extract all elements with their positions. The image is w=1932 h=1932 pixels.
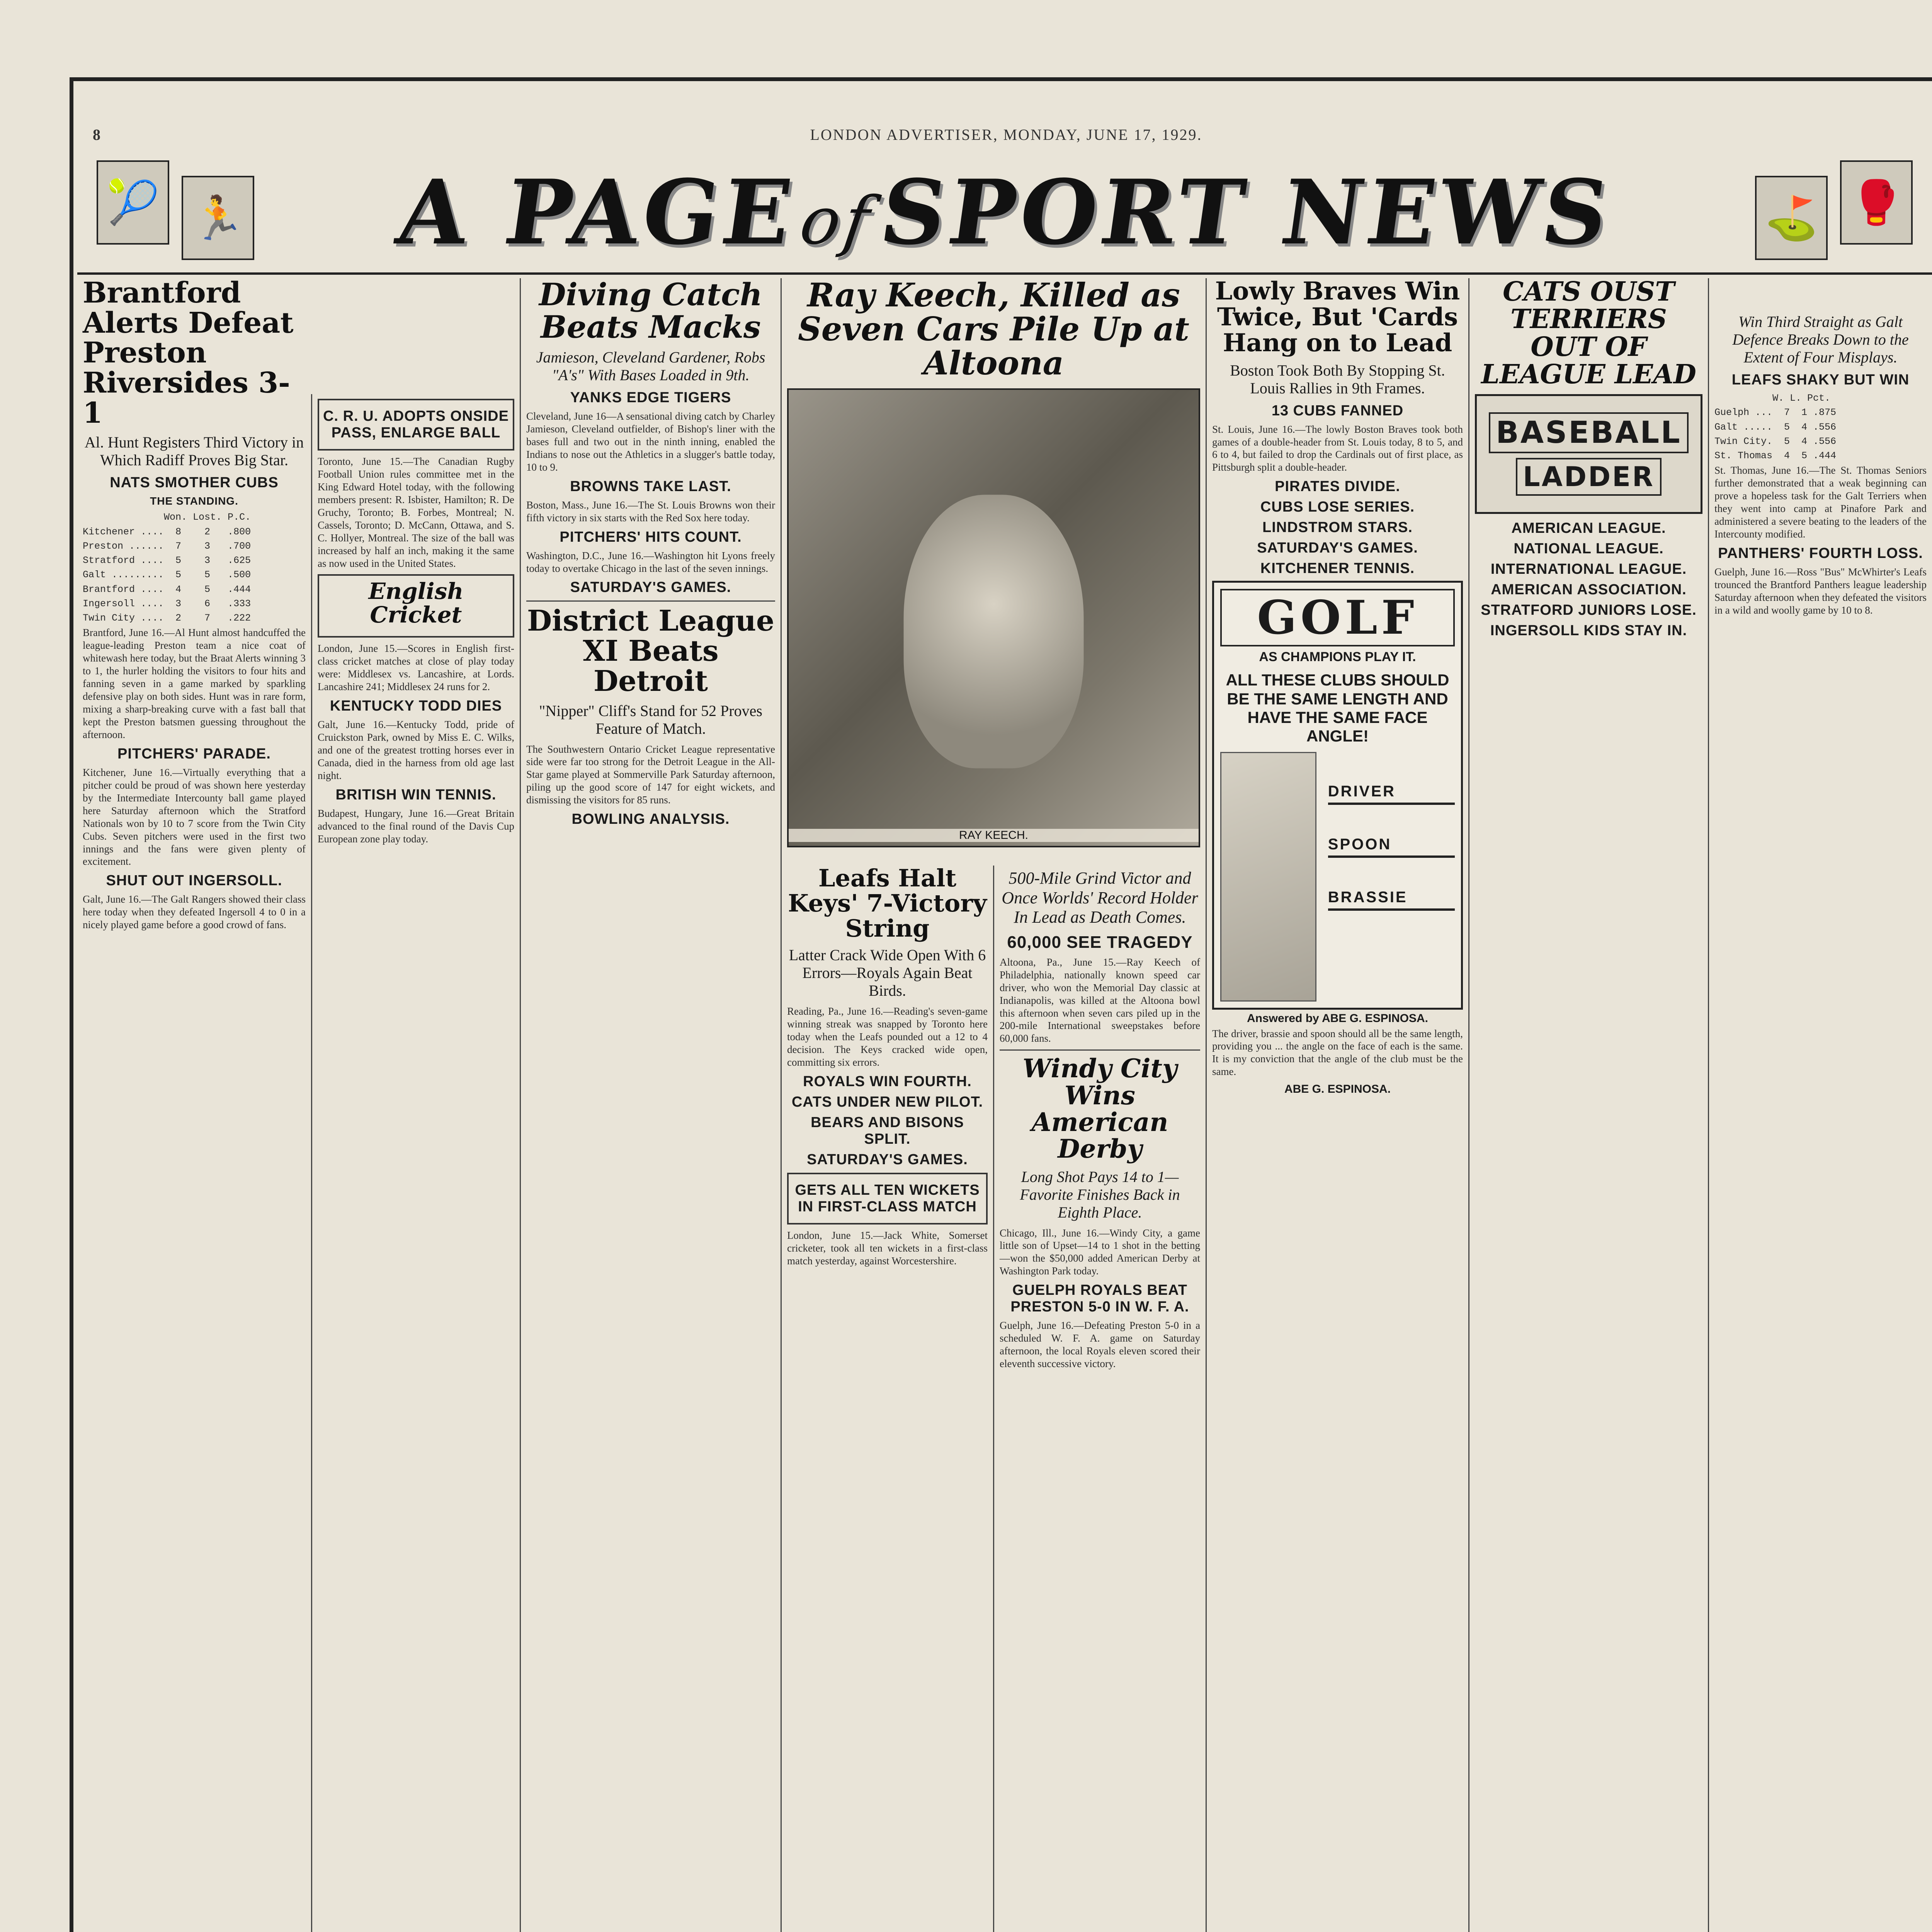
page-number: 8 — [93, 126, 102, 143]
standing-row: Preston ...... 7 3 .700 — [83, 540, 251, 552]
golf-story: The driver, brassie and spoon should all be the same length, providing you ... the angle on the face of each is the same. It is my conviction that the angle of the club must be the same. — [1212, 1027, 1463, 1078]
club-label-spoon: SPOON — [1328, 836, 1455, 858]
lindstrom-subhead: LINDSTROM STARS. — [1262, 519, 1413, 536]
saturday-games-subhead: SATURDAY'S GAMES. — [570, 579, 731, 596]
leafs-halt-deck: Latter Crack Wide Open With 6 Errors—Royals Again Beat Birds. — [789, 946, 986, 1000]
leafs-halt-headline: Leafs Halt Keys' 7-Victory String — [788, 866, 987, 943]
stratford-juniors-subhead: STRATFORD JUNIORS LOSE. — [1481, 602, 1697, 618]
cats-oust-deck: Win Third Straight as Galt Defence Breaks Down to the Extent of Four Misplays. — [1732, 313, 1909, 366]
ladder-word-ladder: LADDER — [1516, 458, 1662, 496]
column-7 — [1468, 278, 1708, 1932]
pitchers-hits-story: Washington, D.C., June 16.—Washington hit Lyons freely today to overtake Chicago in the last of the seven innings. — [526, 549, 775, 574]
photo-caption: RAY KEECH. — [789, 829, 1199, 842]
club-label-brassie: BRASSIE — [1328, 889, 1455, 911]
column-1 — [77, 278, 311, 1932]
col8-standing-header: W. L. Pct. — [1714, 393, 1831, 404]
pitchers-hits-subhead: PITCHERS' HITS COUNT. — [560, 529, 742, 545]
golf-signature: ABE G. ESPINOSA. — [1284, 1083, 1391, 1096]
diving-catch-headline: Diving Catch Beats Macks — [539, 278, 762, 345]
english-cricket-box — [318, 574, 514, 638]
pitchers-parade-story: Kitchener, June 16.—Virtually everything that a pitcher could be proud of was shown here yesterday by the Intermediate Intercounty ball game played here Saturday afternoon which the Stratford Nationals won by 10 to 7 score from the Twin City Cubs. Seven pitchers were used in the first two innings and the fans were given plenty of excitement. — [83, 766, 306, 867]
column-2 — [311, 394, 520, 1932]
cru-headline: C. R. U. ADOPTS ONSIDE PASS, ENLARGE BALL — [323, 408, 509, 441]
golf-title: GOLF — [1220, 589, 1455, 646]
american-association-subhead: AMERICAN ASSOCIATION. — [1491, 581, 1687, 598]
standing-row: Kitchener .... 8 2 .800 — [83, 526, 251, 537]
panthers-loss-story: Guelph, June 16.—Ross "Bus" McWhirter's Leafs trounced the Brantford Panthers league leadership Saturday afternoon when they defeated the visitors in a wild and woolly game by 10 to 8. — [1714, 566, 1927, 616]
browns-story: Boston, Mass., June 16.—The St. Louis Browns won their fifth victory in six starts with the Red Sox here today. — [526, 499, 775, 524]
windy-city-story: Chicago, Ill., June 16.—Windy City, a game little son of Upset—14 to 1 shot in the betting—won the $50,000 added American Derby at Washington Park today. — [1000, 1227, 1200, 1277]
ray-keech-photo — [787, 388, 1200, 847]
shut-out-story: Galt, June 16.—The Galt Rangers showed their class here today when they defeated Ingersoll 4 to 0 in a nicely played game before a good crowd of fans. — [83, 893, 306, 931]
column-3 — [520, 278, 781, 1932]
column-8 — [1708, 278, 1932, 1932]
guelph-royals-story: Guelph, June 16.—Defeating Preston 5-0 in a scheduled W. F. A. game on Saturday afternoon, the local Royals eleven scored their eleventh successive victory. — [1000, 1320, 1200, 1370]
cats-oust-story: St. Thomas, June 16.—The St. Thomas Seniors further demonstrated that a weak beginning can prove a hopeless task for the Galt Terriers when they went into camp at Pinafore Park and administered a severe beating to the leaders of the Intercounty modified. — [1714, 464, 1927, 540]
shut-out-subhead: SHUT OUT INGERSOLL. — [106, 872, 282, 889]
international-league-subhead: INTERNATIONAL LEAGUE. — [1490, 561, 1687, 577]
golf-claim: ALL THESE CLUBS SHOULD BE THE SAME LENGTH AND HAVE THE SAME FACE ANGLE! — [1226, 671, 1449, 745]
standing-row: Brantford .... 4 5 .444 — [83, 583, 251, 595]
standing-row: Guelph ... 7 1 .875 — [1714, 407, 1837, 418]
nats-subhead: NATS SMOTHER CUBS — [110, 474, 279, 491]
cubs-fanned-subhead: 13 CUBS FANNED — [1271, 402, 1404, 419]
crowd-count: 60,000 — [1007, 932, 1061, 952]
pitchers-parade-subhead: PITCHERS' PARADE. — [117, 745, 271, 762]
standing-row: Twin City .... 2 7 .222 — [83, 612, 251, 624]
masthead — [77, 153, 1932, 272]
english-cricket-headline: English Cricket — [368, 578, 464, 628]
divider — [526, 600, 775, 602]
keech-headline: Ray Keech, Killed as Seven Cars Pile Up at Altoona — [798, 278, 1189, 383]
british-tennis-story: Budapest, Hungary, June 16.—Great Britain advanced to the final round of the Davis Cup European zone play today. — [318, 807, 514, 845]
kitchener-tennis-subhead: KITCHENER TENNIS. — [1260, 560, 1415, 577]
browns-subhead: BROWNS TAKE LAST. — [570, 478, 731, 495]
baseball-ladder-graphic — [1475, 394, 1702, 514]
see-tragedy: SEE TRAGEDY — [1066, 932, 1193, 952]
standing-row: Galt ......... 5 5 .500 — [83, 569, 251, 581]
leafs-shaky-subhead: LEAFS SHAKY BUT WIN — [1731, 372, 1910, 388]
club-label-driver: DRIVER — [1328, 783, 1455, 805]
golf-tagline: AS CHAMPIONS PLAY IT. — [1259, 650, 1416, 665]
column-6 — [1206, 278, 1468, 1932]
paper-date-line: LONDON ADVERTISER, MONDAY, JUNE 17, 1929. — [810, 126, 1202, 143]
district-league-headline: District League XI Beats Detroit — [527, 604, 774, 698]
diving-catch-deck: Jamieson, Cleveland Gardener, Robs "A's" With Bases Loaded in 9th. — [536, 349, 765, 384]
standing-row: Ingersoll .... 3 6 .333 — [83, 598, 251, 609]
panthers-loss-subhead: PANTHERS' FOURTH LOSS. — [1718, 545, 1923, 561]
cru-story: Toronto, June 15.—The Canadian Rugby Football Union rules committee met in the King Edward Hotel today, with the following members present: R. Isbister, Hamilton; R. De Gruchy, Toronto; B. Forbes, Montreal; N. Cassels, Toronto; D. McCann, Ottawa, and S. C. Hollyer, Montreal. The size of the ball was increased by half an inch, making it the same as now used in the United States. — [318, 456, 514, 569]
kentucky-todd-story: Galt, June 16.—Kentucky Todd, pride of Cruickston Park, owned by Miss E. C. Wilks, and one of the greatest trotting horses ever in Canada, died in the harness from old age last night. — [318, 718, 514, 781]
golf-clubs-illustration — [1220, 752, 1455, 1002]
district-league-story: The Southwestern Ontario Cricket League representative side were far too strong for the Detroit League in the All-Star game played at Sommerville Park Saturday afternoon, piling up the good score of 147 for eight wickets, and dismissing the visitors for 85 runs. — [526, 743, 775, 806]
cru-box — [318, 399, 514, 451]
ten-wickets-story: London, June 15.—Jack White, Somerset cricketer, took all ten wickets in a first-class match yesterday, against Worcestershire. — [787, 1229, 988, 1267]
cats-oust-headline: CATS OUST TERRIERS OUT OF LEAGUE LEAD — [1481, 278, 1696, 390]
braves-story: St. Louis, June 16.—The lowly Boston Braves took both games of a double-header from St. Louis today, 8 to 5, and 6 to 4, but failed to drop the Cardinals out of first place, as Pittsburgh split a double-header. — [1212, 423, 1463, 473]
british-tennis-subhead: BRITISH WIN TENNIS. — [335, 786, 497, 803]
national-league-subhead: NATIONAL LEAGUE. — [1514, 540, 1664, 557]
royals-win-subhead: ROYALS WIN FOURTH. — [803, 1073, 972, 1090]
brantford-deck: Al. Hunt Registers Third Victory in Which Radiff Proves Big Star. — [84, 434, 304, 469]
divider — [1000, 1049, 1200, 1051]
masthead-rule — [77, 272, 1932, 275]
column-5 — [993, 866, 1206, 1932]
diving-catch-story: Cleveland, June 16—A sensational diving catch by Charley Jamieson, Cleveland outfielder, of Bishop's liner with the bases full and two out in the ninth inning, enabled the Indians to nose out the Athletics in a slugger's battle today, 10 to 9. — [526, 410, 775, 473]
tennis-player-illustration-icon: 🎾 — [97, 160, 169, 245]
guelph-royals-headline: GUELPH ROYALS BEAT PRESTON 5-0 IN W. F. A. — [1010, 1282, 1189, 1315]
crowd-subhead — [1000, 933, 1200, 952]
keech-side-deck: 500-Mile Grind Victor and Once Worlds' Record Holder In Lead as Death Comes. — [1002, 869, 1198, 927]
windy-city-deck: Long Shot Pays 14 to 1—Favorite Finishes Back in Eighth Place. — [1020, 1168, 1180, 1221]
boxer-illustration-icon: 🥊 — [1840, 160, 1913, 245]
american-league-subhead: AMERICAN LEAGUE. — [1511, 520, 1666, 536]
brantford-headline: Brantford Alerts Defeat Preston Riversides 3-1 — [83, 278, 294, 430]
ten-wickets-headline: GETS ALL TEN WICKETS IN FIRST-CLASS MATCH — [795, 1182, 980, 1215]
standing-row: Twin City. 5 4 .556 — [1714, 435, 1837, 447]
kentucky-todd-subhead: KENTUCKY TODD DIES — [330, 697, 502, 714]
english-cricket-story: London, June 15.—Scores in English first-class cricket matches at close of play today were: Middlesex vs. Lancashire, at Lords. Lancashire 241; Middlesex 24 runs for 2. — [318, 643, 514, 693]
runner-illustration-icon: 🏃 — [182, 176, 254, 260]
braves-headline: Lowly Braves Win Twice, But 'Cards Hang on to Lead — [1215, 278, 1460, 358]
standing-row: Stratford .... 5 3 .625 — [83, 555, 251, 566]
yanks-subhead: YANKS EDGE TIGERS — [570, 389, 731, 406]
golfer-sketch-icon — [1220, 752, 1316, 1002]
pirates-subhead: PIRATES DIVIDE. — [1275, 478, 1400, 495]
standing-row: St. Thomas 4 5 .444 — [1714, 450, 1837, 461]
cats-new-pilot-subhead: CATS UNDER NEW PILOT. — [791, 1094, 983, 1110]
col6-saturday-games-subhead: SATURDAY'S GAMES. — [1257, 540, 1418, 556]
brantford-story: Brantford, June 16.—Al Hunt almost handcuffed the league-leading Preston team a nice coat of whitewash here today, but the Braat Alerts winning 3 to 1, the hurler holding the visitors to four hits and fanning seven in a game marked by sparkling defensive play on both sides. Hunt was in rare form, mixing a sharp-breaking curve with a fast ball that kept the Preston batsmen guessing throughout the afternoon. — [83, 627, 306, 740]
ingersoll-kids-subhead: INGERSOLL KIDS STAY IN. — [1490, 622, 1687, 639]
ladder-word-baseball: BASEBALL — [1489, 412, 1689, 453]
col4-saturday-games-subhead: SATURDAY'S GAMES. — [807, 1151, 968, 1168]
standing-title: THE STANDING. — [150, 495, 238, 507]
column-4 — [781, 866, 993, 1932]
portrait-face — [903, 495, 1084, 768]
masthead-title: A PAGEofSPORT NEWS — [391, 160, 1618, 265]
folio-line — [77, 123, 1932, 146]
keech-story: Altoona, Pa., June 15.—Ray Keech of Philadelphia, nationally known speed car driver, who won the Memorial Day classic at Indianapolis, was killed at the Altoona bowl this afternoon when seven cars piled up in the 200-mile International sweepstakes before 60,000 fans. — [1000, 956, 1200, 1044]
standing-row: Galt ..... 5 4 .556 — [1714, 421, 1837, 433]
leafs-halt-story: Reading, Pa., June 16.—Reading's seven-game winning streak was snapped by Toronto here today when the Leafs pounded out a 12 to 4 decision. The Keys cracked wide open, committing six errors. — [787, 1005, 988, 1068]
golf-credit: Answered by ABE G. ESPINOSA. — [1247, 1012, 1428, 1025]
cubs-lose-subhead: CUBS LOSE SERIES. — [1260, 499, 1415, 515]
windy-city-headline: Windy City Wins American Derby — [1022, 1053, 1177, 1164]
district-league-deck: "Nipper" Cliff's Stand for 52 Proves Feature of Match. — [539, 702, 762, 737]
ten-wickets-box — [787, 1173, 988, 1225]
standing-header: Won. Lost. P.C. — [83, 512, 251, 523]
golfer-illustration-icon: ⛳ — [1755, 176, 1828, 260]
bowling-analysis-subhead: BOWLING ANALYSIS. — [571, 811, 730, 828]
keech-feature — [781, 278, 1206, 866]
bears-bisons-subhead: BEARS AND BISONS SPLIT. — [811, 1114, 964, 1147]
braves-deck: Boston Took Both By Stopping St. Louis Rallies in 9th Frames. — [1230, 361, 1445, 397]
golf-feature — [1212, 581, 1463, 1009]
